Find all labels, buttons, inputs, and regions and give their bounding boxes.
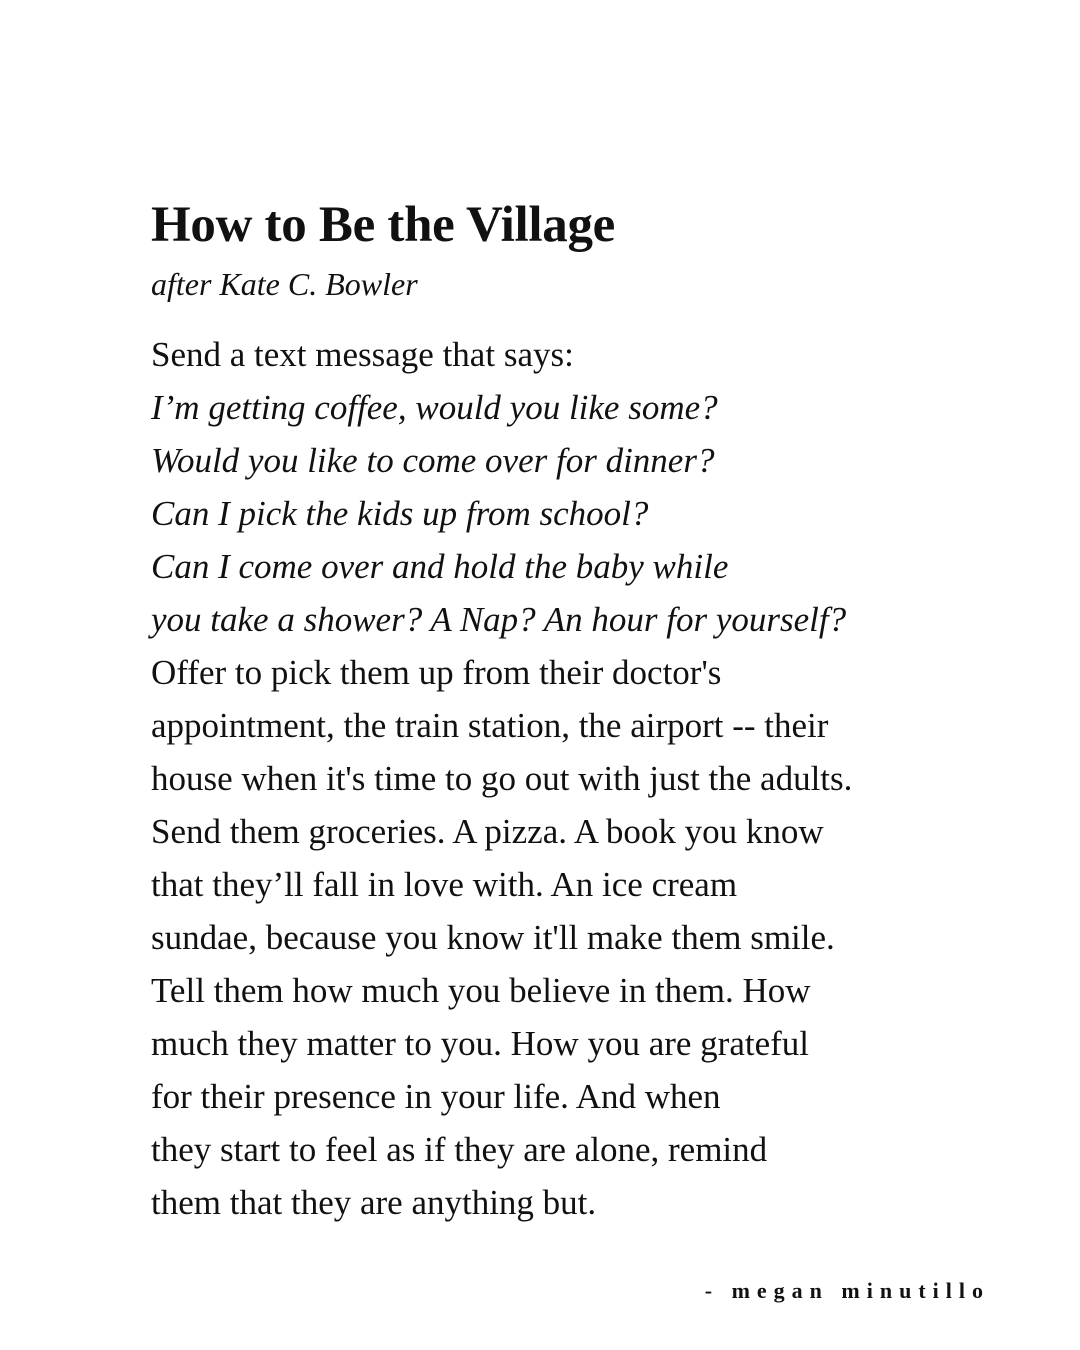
poem-line: house when it's time to go out with just the adults. xyxy=(151,759,853,798)
poem-line: they start to feel as if they are alone, remind xyxy=(151,1130,768,1169)
poem-line: appointment, the train station, the airport -- their xyxy=(151,706,829,745)
author-signature: - megan minutillo xyxy=(704,1278,990,1303)
poem-line: Would you like to come over for dinner? xyxy=(151,441,715,480)
poem-line: for their presence in your life. And when xyxy=(151,1077,721,1116)
poem-line: Offer to pick them up from their doctor's xyxy=(151,653,722,692)
poem-block xyxy=(151,192,1011,1229)
poem-dedication: after Kate C. Bowler xyxy=(151,266,418,302)
poem-line: Can I come over and hold the baby while xyxy=(151,547,729,586)
poem-line: sundae, because you know it'll make them smile. xyxy=(151,918,835,957)
poem-line: Tell them how much you believe in them. How xyxy=(151,971,811,1010)
poem-title: How to Be the Village xyxy=(151,197,615,253)
poem-line: Can I pick the kids up from school? xyxy=(151,494,649,533)
poem-line: that they’ll fall in love with. An ice cream xyxy=(151,865,738,904)
poem-line: you take a shower? A Nap? An hour for yourself? xyxy=(151,600,847,639)
poem-body xyxy=(151,328,1011,1229)
poem-line: much they matter to you. How you are grateful xyxy=(151,1024,809,1063)
poem-line: I’m getting coffee, would you like some? xyxy=(151,388,718,427)
poem-line: them that they are anything but. xyxy=(151,1183,597,1222)
poem-line: Send them groceries. A pizza. A book you know xyxy=(151,812,824,851)
poem-line: Send a text message that says: xyxy=(151,335,574,374)
